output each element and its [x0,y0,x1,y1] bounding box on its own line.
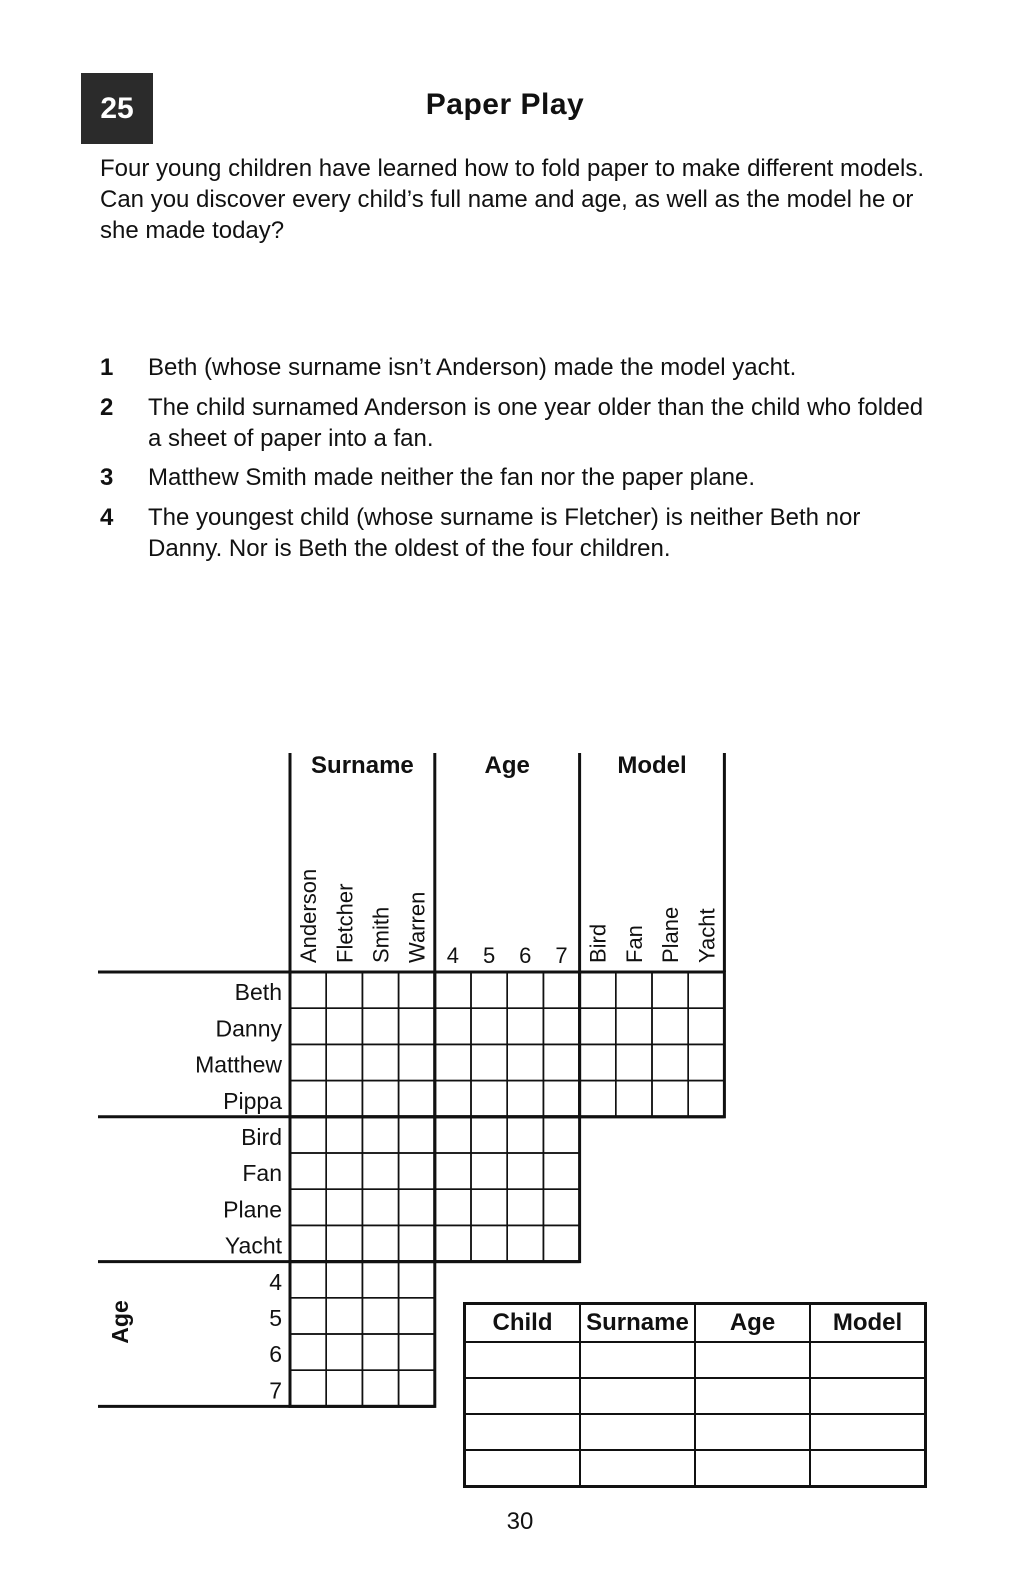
column-label: Yacht [694,908,720,963]
grid-cell[interactable] [507,1189,543,1225]
grid-cell[interactable] [290,1153,326,1189]
row-label: Bird [241,1124,282,1150]
grid-cell[interactable] [362,1153,398,1189]
column-group-title: Surname [311,752,414,779]
grid-cell[interactable] [435,1153,471,1189]
grid-cell[interactable] [543,1225,579,1261]
answer-row [465,1414,926,1450]
column-group-title: Model [617,752,687,779]
answer-cell[interactable] [695,1414,810,1450]
grid-cell[interactable] [362,1262,398,1298]
column-label: Fletcher [332,883,358,963]
column-group-title: Age [484,752,530,779]
row-label: Matthew [195,1051,282,1078]
grid-cell[interactable] [326,1117,362,1153]
grid-cell[interactable] [435,972,471,1008]
grid-cell[interactable] [290,1189,326,1225]
grid-cell[interactable] [507,972,543,1008]
grid-cell[interactable] [471,1189,507,1225]
grid-cell[interactable] [688,1081,724,1117]
grid-cell[interactable] [399,1298,435,1334]
grid-cell[interactable] [435,1008,471,1044]
clue-number: 3 [100,464,114,491]
grid-cell[interactable] [399,1262,435,1298]
grid-cell[interactable] [290,1298,326,1334]
grid-cell[interactable] [362,1225,398,1261]
clue-text: Matthew Smith made neither the fan nor the paper plane. [148,464,756,491]
answer-cell[interactable] [810,1378,926,1414]
grid-cell[interactable] [616,972,652,1008]
grid-cell[interactable] [326,1044,362,1080]
puzzle-title: Paper Play [425,88,585,121]
grid-cell[interactable] [399,1370,435,1406]
grid-cell[interactable] [652,972,688,1008]
grid-cell[interactable] [616,1044,652,1080]
grid-cell[interactable] [688,972,724,1008]
grid-cell[interactable] [326,972,362,1008]
grid-cell[interactable] [399,1225,435,1261]
answer-cell[interactable] [810,1342,926,1378]
column-label: Anderson [296,868,322,963]
grid-cell[interactable] [580,1044,616,1080]
grid-cell[interactable] [688,1008,724,1044]
column-label: 5 [482,943,496,968]
answer-cell[interactable] [695,1450,810,1487]
row-group-title: Age [107,1300,133,1344]
answer-cell[interactable] [465,1450,581,1487]
grid-cell[interactable] [507,1008,543,1044]
grid-cell[interactable] [290,1008,326,1044]
grid-cell[interactable] [399,1081,435,1117]
answer-cell[interactable] [810,1414,926,1450]
grid-cell[interactable] [580,972,616,1008]
column-label: Fan [621,925,647,963]
grid-cell[interactable] [652,1008,688,1044]
grid-cell[interactable] [399,972,435,1008]
grid-cell[interactable] [362,972,398,1008]
grid-cell[interactable] [326,1153,362,1189]
grid-cell[interactable] [507,1081,543,1117]
grid-cell[interactable] [435,1117,471,1153]
grid-cell[interactable] [435,1225,471,1261]
grid-cell[interactable] [326,1262,362,1298]
grid-cell[interactable] [471,1117,507,1153]
column-label: Bird [585,923,611,963]
grid-cell[interactable] [290,1225,326,1261]
grid-cell[interactable] [362,1334,398,1370]
answer-header-child: Child [465,1304,581,1343]
puzzle-number-badge: 25 [81,73,153,144]
grid-cell[interactable] [543,972,579,1008]
grid-cell[interactable] [326,1298,362,1334]
grid-cell[interactable] [543,1153,579,1189]
grid-cell[interactable] [652,1081,688,1117]
column-label: 7 [555,943,568,968]
grid-cell[interactable] [290,1262,326,1298]
answer-cell[interactable] [695,1378,810,1414]
column-label: Smith [368,906,394,963]
grid-cell[interactable] [543,1189,579,1225]
grid-cell[interactable] [290,1370,326,1406]
grid-cell[interactable] [326,1189,362,1225]
grid-cell[interactable] [471,1081,507,1117]
grid-cell[interactable] [435,1081,471,1117]
clue-number: 2 [100,394,114,421]
row-label: 6 [269,1341,282,1368]
grid-cell[interactable] [543,1008,579,1044]
clue-text: The child surnamed Anderson is one year older than the child who folded a sheet of paper into a fan. [148,394,924,452]
answer-cell[interactable] [580,1414,695,1450]
answer-header-age: Age [695,1304,810,1343]
grid-cell[interactable] [471,1153,507,1189]
grid-cell[interactable] [399,1008,435,1044]
answer-cell[interactable] [580,1450,695,1487]
row-label: 5 [269,1305,282,1331]
column-label: 4 [446,943,460,968]
clue-text: The youngest child (whose surname is Fletcher) is neither Beth nor Danny. Nor is Beth the oldest of the four children. [148,504,861,562]
answer-cell[interactable] [695,1342,810,1378]
answer-table [463,1302,927,1488]
grid-cell[interactable] [362,1081,398,1117]
answer-cell[interactable] [580,1342,695,1378]
column-label: Warren [404,891,430,963]
row-label: Fan [242,1160,282,1187]
page-number: 30 [506,1508,534,1535]
answer-header-model: Model [810,1304,926,1343]
grid-cell[interactable] [652,1044,688,1080]
grid-cell[interactable] [435,1044,471,1080]
grid-cell[interactable] [580,1008,616,1044]
grid-cell[interactable] [616,1008,652,1044]
answer-row [465,1378,926,1414]
answer-cell[interactable] [465,1378,581,1414]
grid-cell[interactable] [471,1008,507,1044]
row-label: Pippa [223,1087,282,1114]
answer-row [465,1450,926,1487]
row-label: Beth [234,979,282,1006]
grid-cell[interactable] [543,1044,579,1080]
grid-cell[interactable] [290,972,326,1008]
grid-cell[interactable] [326,1081,362,1117]
grid-cell[interactable] [326,1370,362,1406]
grid-cell[interactable] [471,1044,507,1080]
grid-cell[interactable] [362,1189,398,1225]
grid-cell[interactable] [435,1189,471,1225]
grid-cell[interactable] [399,1334,435,1370]
grid-cell[interactable] [580,1081,616,1117]
grid-cell[interactable] [362,1370,398,1406]
grid-cell[interactable] [399,1117,435,1153]
grid-cell[interactable] [326,1334,362,1370]
answer-header-row [465,1304,926,1343]
grid-cell[interactable] [471,972,507,1008]
answer-cell[interactable] [465,1342,581,1378]
grid-cell[interactable] [362,1117,398,1153]
grid-cell[interactable] [362,1298,398,1334]
clue-number: 1 [100,354,114,381]
column-label: Plane [658,906,684,963]
row-label: Danny [215,1015,282,1042]
grid-cell[interactable] [326,1008,362,1044]
grid-cell[interactable] [290,1044,326,1080]
grid-cell[interactable] [507,1153,543,1189]
answer-cell[interactable] [580,1378,695,1414]
answer-cell[interactable] [465,1414,581,1450]
puzzle-intro: Four young children have learned how to fold paper to make different models. Can you discover every child’s full name and age, as well as the model he or she made today? [100,155,925,244]
answer-row [465,1342,926,1378]
clue-text: Beth (whose surname isn’t Anderson) made the model yacht. [148,354,797,381]
grid-cell[interactable] [362,1008,398,1044]
answer-header-surname: Surname [580,1304,695,1343]
grid-cell[interactable] [362,1044,398,1080]
grid-cell[interactable] [399,1153,435,1189]
grid-cell[interactable] [290,1117,326,1153]
clue-number: 4 [100,504,114,531]
row-label: Plane [223,1196,282,1223]
grid-cell[interactable] [399,1044,435,1080]
grid-cell[interactable] [290,1334,326,1370]
grid-cell[interactable] [616,1081,652,1117]
column-label: 6 [519,943,532,968]
grid-cell[interactable] [471,1225,507,1261]
grid-cell[interactable] [507,1044,543,1080]
grid-cell[interactable] [399,1189,435,1225]
grid-cell[interactable] [543,1117,579,1153]
grid-cell[interactable] [543,1081,579,1117]
row-label: 4 [269,1268,282,1295]
grid-cell[interactable] [326,1225,362,1261]
grid-cell[interactable] [507,1225,543,1261]
grid-cell[interactable] [290,1081,326,1117]
grid-cell[interactable] [688,1044,724,1080]
row-label: Yacht [224,1232,282,1259]
row-label: 7 [269,1377,282,1404]
answer-cell[interactable] [810,1450,926,1487]
grid-cell[interactable] [507,1117,543,1153]
